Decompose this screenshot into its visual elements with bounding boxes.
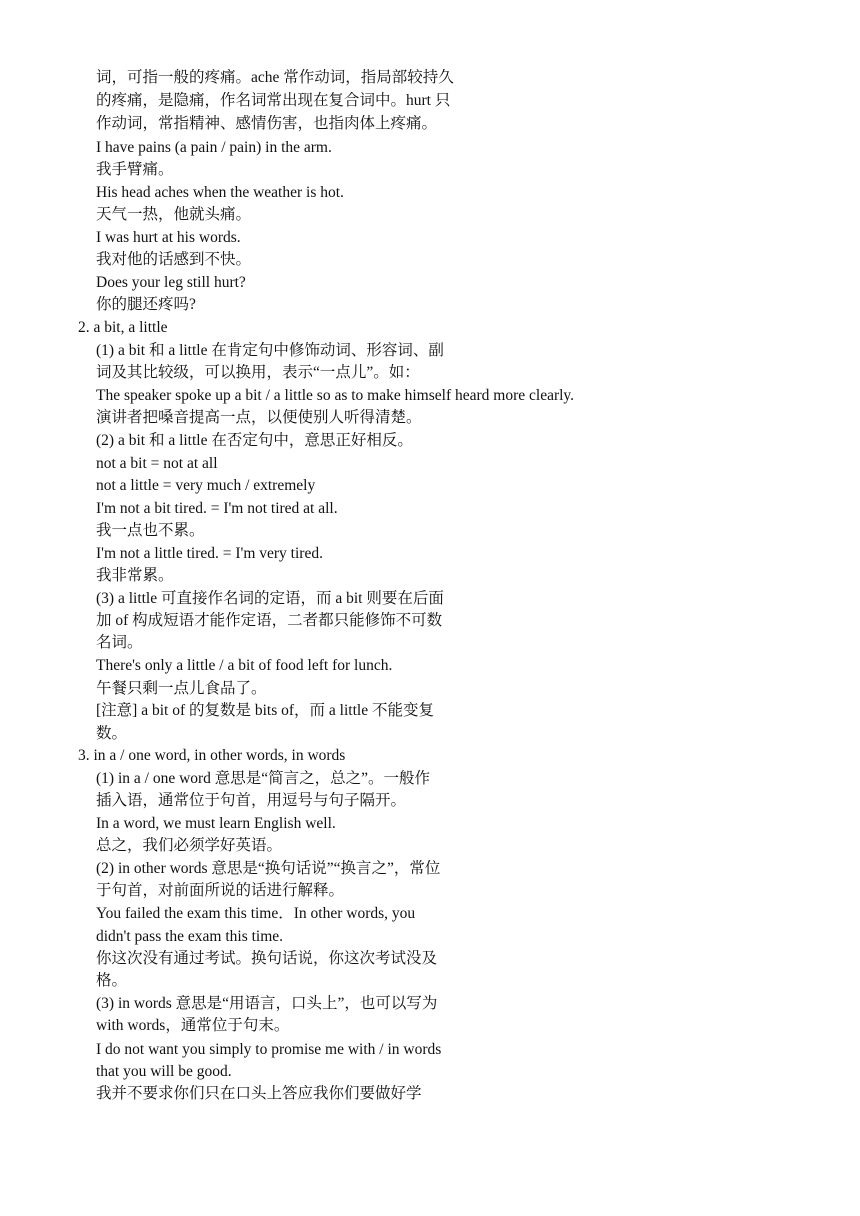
translation-line: 我非常累。: [96, 567, 174, 584]
translation-line: 我对他的话感到不快。: [96, 251, 252, 268]
text-line: 加 of 构成短语才能作定语，二者都只能修饰不可数: [96, 612, 443, 629]
note-line: [注意] a bit of 的复数是 bits of，而 a little 不能变复: [96, 702, 434, 719]
text-line: 作动词，常指精神、感情伤害，也指肉体上疼痛。: [96, 115, 438, 132]
translation-line: 我手臂痛。: [96, 161, 174, 178]
text-line: (1) in a / one word 意思是“简言之，总之”。一般作: [96, 770, 431, 787]
translation-line: 格。: [96, 972, 128, 989]
example-sentence: that you will be good.: [96, 1063, 232, 1080]
translation-line: 我一点也不累。: [96, 522, 205, 539]
text-line: 词，可指一般的疼痛。ache 常作动词，指局部较持久: [96, 69, 454, 86]
example-sentence: didn't pass the exam this time.: [96, 928, 284, 945]
text-line: 名词。: [96, 634, 143, 651]
example-sentence: You failed the exam this time．In other words, you: [96, 905, 416, 922]
text-line: 词及其比较级，可以换用，表示“一点儿”。如：: [96, 364, 420, 381]
example-sentence: I was hurt at his words.: [96, 229, 241, 246]
section-heading: 2. a bit, a little: [78, 319, 168, 336]
text-line: 的疼痛，是隐痛，作名词常出现在复合词中。hurt 只: [96, 92, 451, 109]
example-sentence: I'm not a little tired. = I'm very tired.: [96, 545, 323, 562]
section-heading: 3. in a / one word, in other words, in words: [78, 747, 346, 764]
translation-line: 天气一热，他就头痛。: [96, 206, 252, 223]
text-line: 于句首，对前面所说的话进行解释。: [96, 882, 345, 899]
translation-line: 你的腿还疼吗?: [96, 296, 196, 313]
example-sentence: Does your leg still hurt?: [96, 274, 246, 291]
example-sentence: In a word, we must learn English well.: [96, 815, 336, 832]
text-line: not a bit = not at all: [96, 455, 218, 472]
text-line: (2) a bit 和 a little 在否定句中，意思正好相反。: [96, 432, 413, 449]
translation-line: 总之，我们必须学好英语。: [96, 837, 283, 854]
text-line: 插入语，通常位于句首，用逗号与句子隔开。: [96, 792, 407, 809]
text-line: not a little = very much / extremely: [96, 477, 316, 494]
translation-line: 午餐只剩一点儿食品了。: [96, 680, 267, 697]
example-sentence: The speaker spoke up a bit / a little so as to make himself heard more clearly.: [96, 387, 575, 404]
text-line: (2) in other words 意思是“换句话说”“换言之”，常位: [96, 860, 441, 877]
example-sentence: I do not want you simply to promise me with / in words: [96, 1041, 442, 1058]
text-line: (1) a bit 和 a little 在肯定句中修饰动词、形容词、副: [96, 342, 444, 359]
text-line: (3) in words 意思是“用语言，口头上”，也可以写为: [96, 995, 438, 1012]
example-sentence: I have pains (a pain / pain) in the arm.: [96, 139, 332, 156]
translation-line: 我并不要求你们只在口头上答应我你们要做好学: [96, 1085, 422, 1102]
note-line: 数。: [96, 725, 128, 742]
text-line: with words，通常位于句末。: [96, 1017, 290, 1034]
translation-line: 你这次没有通过考试。换句话说，你这次考试没及: [96, 950, 438, 967]
example-sentence: I'm not a bit tired. = I'm not tired at all.: [96, 500, 338, 517]
example-sentence: His head aches when the weather is hot.: [96, 184, 344, 201]
example-sentence: There's only a little / a bit of food left for lunch.: [96, 657, 393, 674]
text-line: (3) a little 可直接作名词的定语，而 a bit 则要在后面: [96, 590, 444, 607]
translation-line: 演讲者把嗓音提高一点，以便使别人听得清楚。: [96, 409, 422, 426]
